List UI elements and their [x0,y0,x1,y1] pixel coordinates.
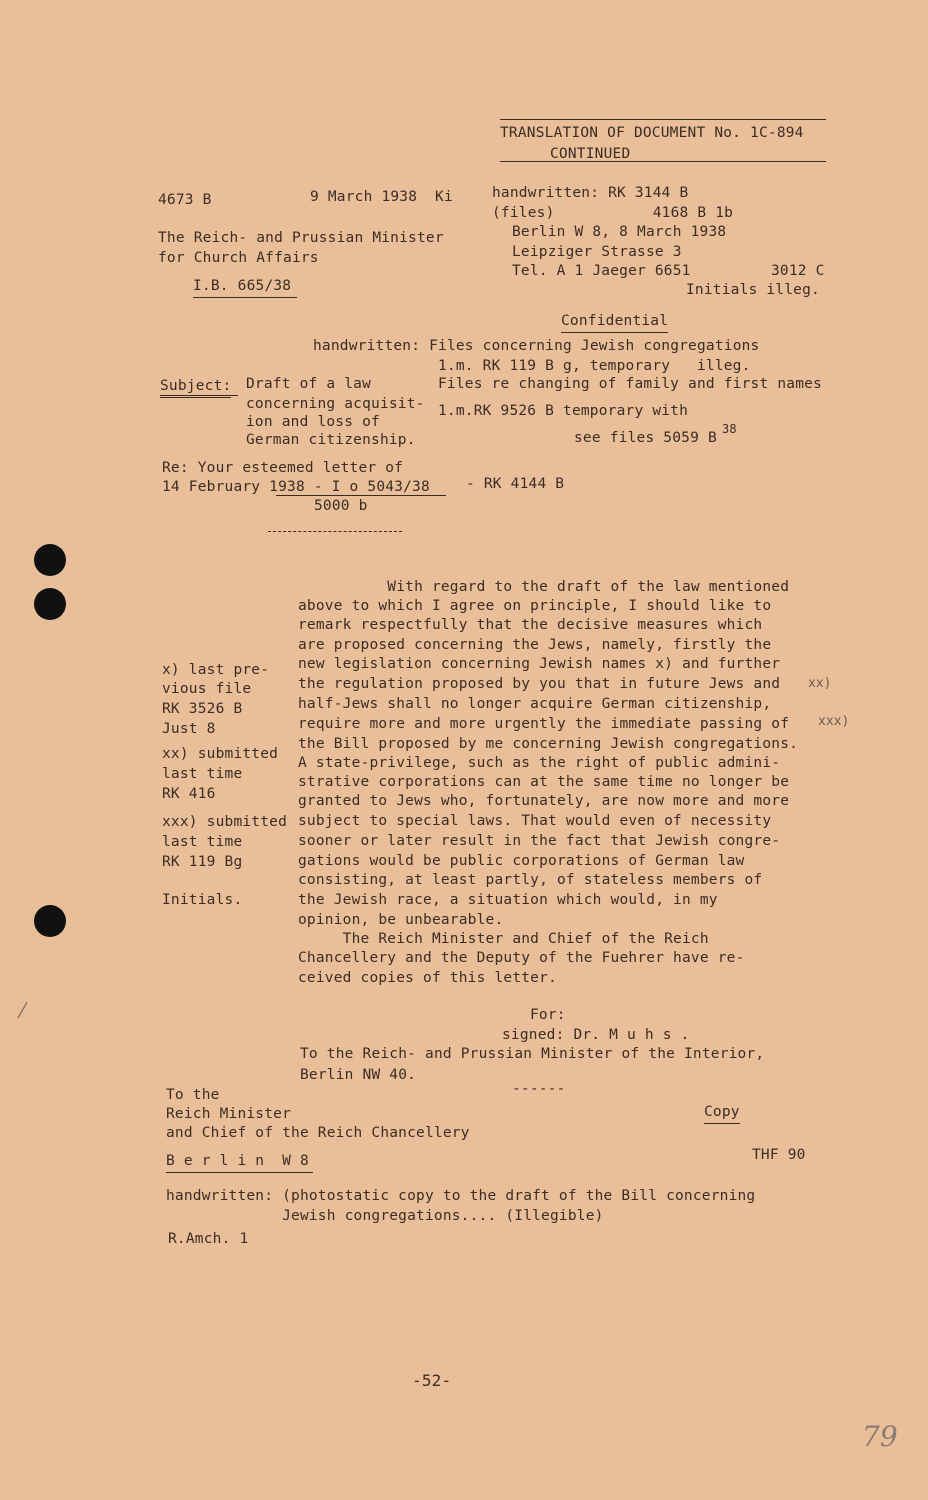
letterhead-right-line-2: (files) 4168 B 1b [492,205,734,221]
handwritten-files-line-5: see files 5059 B [574,430,717,446]
reference-underline [276,495,446,496]
body-line: new legislation concerning Jewish names x) and further [298,656,781,672]
body-line: the Jewish race, a situation which would, in my [298,892,718,908]
sender-line-1: The Reich- and Prussian Minister [158,230,444,246]
confidential-label: Confidential [561,312,668,333]
separator-dashes [268,531,402,532]
header-bottom-rule [500,161,826,162]
subject-line-4: German citizenship. [246,432,416,448]
footnote-mark-xxx: xxx) [818,714,850,729]
footer-handwritten-line-1: handwritten: (photostatic copy to the draft of the Bill concerning [166,1188,756,1204]
body-line: granted to Jews who, fortunately, are now more and more [298,793,790,809]
punch-hole-1 [34,544,66,576]
footer-handwritten-line-2: Jewish congregations.... (Illegible) [166,1208,604,1224]
body-line: above to which I agree on principle, I should like to [298,598,772,614]
sender-line-2: for Church Affairs [158,250,319,266]
pencil-page-number: 79 [862,1420,898,1453]
document-title: TRANSLATION OF DOCUMENT No. 1C-894 [500,125,804,141]
header-top-rule [500,119,826,120]
pencil-stroke-mark [16,1000,30,1020]
subject-line-1: Draft of a law [246,376,372,392]
body-line: opinion, be unbearable. [298,912,504,928]
subject-label: Subject: [160,377,231,398]
reference-line-3: 5000 b [314,498,368,514]
margin-note-initials: Initials. [162,892,243,908]
margin-note-1-line-2: vious file [162,681,252,697]
body-line: are proposed concerning the Jews, namely, firstly the [298,637,772,653]
body-line: remark respectfully that the decisive measures which [298,617,763,633]
footnote-mark-xx: xx) [808,676,832,691]
reference-rk: - RK 4144 B [466,476,565,492]
margin-note-1-line-1: x) last pre- [162,662,270,678]
body-line: Chancellery and the Deputy of the Fuehrer have re- [298,950,745,966]
margin-note-2-line-1: xx) submitted [162,746,279,762]
body-line: require more and more urgently the immediate passing of [298,716,790,732]
copy-label: Copy [704,1103,740,1124]
footer-handwritten-line-3: R.Amch. 1 [168,1231,249,1247]
handwritten-files-line-3: Files re changing of family and first names [438,376,822,392]
to-line-1: To the [166,1087,220,1103]
body-line: ceived copies of this letter. [298,970,557,986]
margin-note-3-line-2: last time [162,834,243,850]
to-line-2: Reich Minister [166,1106,292,1122]
addressee-separator: ------ [512,1081,566,1097]
punch-hole-2 [34,588,66,620]
letterhead-right-line-4: Leipziger Strasse 3 [512,244,682,260]
letterhead-right-line-5: Tel. A 1 Jaeger 6651 3012 C [512,263,825,279]
body-line: half-Jews shall no longer acquire German citizenship, [298,696,772,712]
document-title-continued: CONTINUED [550,146,631,162]
reference-line-2: 14 February 1938 - I o 5043/38 [162,479,430,495]
margin-note-1-line-3: RK 3526 B [162,701,243,717]
letter-date: 9 March 1938 Ki [310,189,453,205]
body-line: The Reich Minister and Chief of the Reich [298,931,709,947]
margin-note-2-line-2: last time [162,766,243,782]
margin-note-3-line-1: xxx) submitted [162,814,288,830]
body-line: consisting, at least partly, of stateless members of [298,872,763,888]
to-line-3: and Chief of the Reich Chancellery [166,1125,470,1141]
margin-note-1-line-4: Just 8 [162,721,216,737]
body-line: the regulation proposed by you that in future Jews and [298,676,781,692]
handwritten-files-line-2: 1.m. RK 119 B g, temporary illeg. [438,358,751,374]
body-line: subject to special laws. That would even of necessity [298,813,772,829]
punch-hole-3 [34,905,66,937]
body-line: sooner or later result in the fact that Jewish congre- [298,833,781,849]
letterhead-right-line-3: Berlin W 8, 8 March 1938 [512,224,727,240]
body-line: With regard to the draft of the law mentioned [298,579,790,595]
body-line: A state-privilege, such as the right of public admini- [298,755,781,771]
signature-for: For: [530,1007,566,1023]
handwritten-files-line-4: 1.m.RK 9526 B temporary with [438,403,689,419]
subject-underline [160,395,238,396]
page-number: -52- [412,1371,452,1390]
body-line: strative corporations can at the same time no longer be [298,774,790,790]
sender-reference: I.B. 665/38 [193,277,297,298]
signature-signed: signed: Dr. M u h s . [502,1027,690,1043]
subject-line-2: concerning acquisit- [246,396,425,412]
letterhead-right-line-1: handwritten: RK 3144 B [492,185,689,201]
file-number: 4673 B [158,192,212,208]
body-line: the Bill proposed by me concerning Jewish congregations. [298,736,799,752]
addressee-line-1: To the Reich- and Prussian Minister of the Interior, [300,1046,765,1062]
subject-line-3: ion and loss of [246,414,380,430]
thf-number: THF 90 [752,1147,806,1163]
addressee-line-2: Berlin NW 40. [300,1067,417,1083]
margin-note-2-line-3: RK 416 [162,786,216,802]
handwritten-files-superscript: 38 [722,422,737,436]
reference-line-1: Re: Your esteemed letter of [162,460,404,476]
letterhead-right-line-6: Initials illeg. [686,282,820,298]
handwritten-files-line-1: handwritten: Files concerning Jewish congregations [313,338,760,354]
to-line-4: B e r l i n W 8 [166,1152,313,1173]
body-line: gations would be public corporations of German law [298,853,745,869]
margin-note-3-line-3: RK 119 Bg [162,854,243,870]
